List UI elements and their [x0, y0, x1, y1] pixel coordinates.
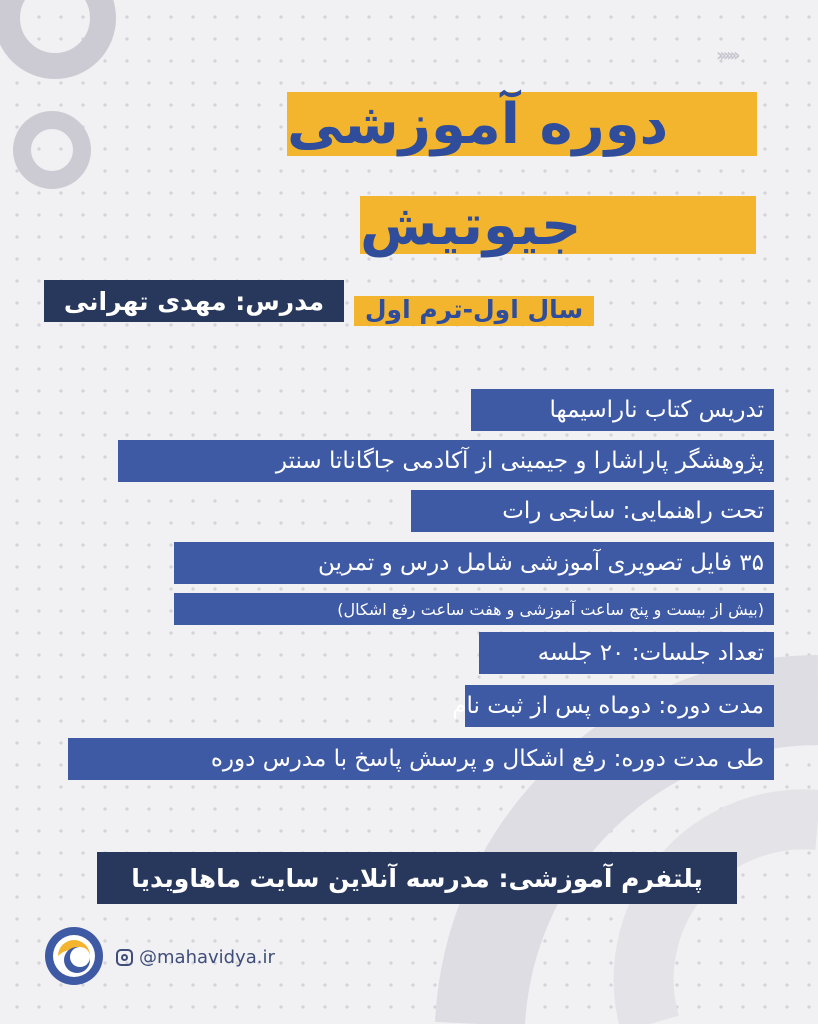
deco-ring-middle	[22, 120, 82, 180]
info-line-duration: مدت دوره: دوماه پس از ثبت نام	[465, 685, 774, 727]
course-title-line2: جیوتیش	[360, 196, 756, 254]
chevrons-decoration: ››››››	[716, 45, 737, 66]
course-title-line1: دوره آموزشی	[287, 92, 757, 156]
deco-arc-small	[644, 819, 818, 1024]
social-link[interactable]	[116, 943, 275, 971]
info-line-support: طی مدت دوره: رفع اشکال و پرسش پاسخ با مدرس دوره	[68, 738, 774, 780]
term-badge: سال اول-ترم اول	[354, 296, 594, 326]
platform-banner: پلتفرم آموزشی: مدرسه آنلاین سایت ماهاویدیا	[97, 852, 737, 904]
teacher-badge: مدرس: مهدی تهرانی	[44, 280, 344, 322]
instagram-icon	[116, 949, 133, 966]
info-line-guidance: تحت راهنمایی: سانجی رات	[411, 490, 774, 532]
info-line-sessions: تعداد جلسات: ۲۰ جلسه	[479, 632, 774, 674]
mahavidya-logo	[44, 926, 104, 986]
info-line-researcher: پژوهشگر پاراشارا و جیمینی از آکادمی جاگاناتا سنتر	[118, 440, 774, 482]
info-line-hours: (بیش از بیست و پنج ساعت آموزشی و هفت ساعت رفع اشکال)	[174, 593, 774, 625]
info-line-book: تدریس کتاب ناراسیمها	[471, 389, 774, 431]
deco-ring-top	[7, 0, 103, 66]
social-handle[interactable]: @mahavidya.ir	[139, 946, 275, 968]
info-line-files: ۳۵ فایل تصویری آموزشی شامل درس و تمرین	[174, 542, 774, 584]
